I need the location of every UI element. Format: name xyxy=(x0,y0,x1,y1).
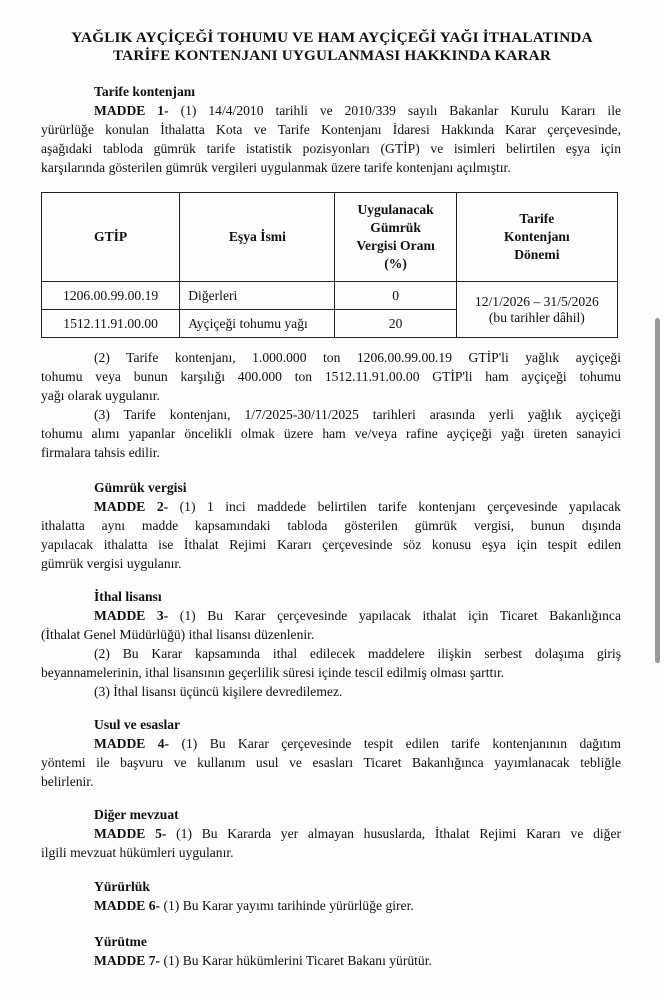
period-cell xyxy=(456,282,617,338)
section-2-line-2: ithalatta aynı madde kapsamındaki tabloda gösterilen gümrük vergisi, bunun dışında xyxy=(41,518,621,533)
header-gtip: GTİP xyxy=(42,193,180,282)
row-1-gtip: 1206.00.99.00.19 xyxy=(42,282,180,310)
section-3-heading: İthal lisansı xyxy=(94,589,162,604)
section-1-paragraph-2-line-1: (2) Tarife kontenjanı, 1.000.000 ton 1206.00.99.00.19 GTİP'li yağlık ayçiçeği xyxy=(94,350,621,365)
section-6-line-1: MADDE 6- (1) Bu Karar yayımı tarihinde yürürlüğe girer. xyxy=(94,898,414,913)
tariff-table xyxy=(41,192,618,338)
section-4-line-2: yöntemi ile başvuru ve kullanım usul ve esasları Ticaret Bakanlığınca yayımlanacak tebliğle xyxy=(41,755,621,770)
section-3-paragraph-2-line-2: beyannamelerinin, ithal lisansının geçerlilik süresi içinde tescil edilmiş olması şarttır. xyxy=(41,665,505,680)
section-4-heading: Usul ve esaslar xyxy=(94,717,181,732)
row-1-rate: 0 xyxy=(335,282,456,310)
section-1-paragraph-3-line-2: tohumu alımı yapanlar öncelikli olmak üzere ham ve/veya rafine ayçiçeği yağı üreten sanayici xyxy=(41,426,621,441)
madde-6-label: MADDE 6- xyxy=(94,898,161,913)
madde-4-label: MADDE 4- xyxy=(94,736,170,751)
section-1-paragraph-2-line-2: tohumu veya bunun karşılığı 400.000 ton 1512.11.91.00.00 GTİP'li ham ayçiçeği tohumu xyxy=(41,369,621,384)
row-2-rate: 20 xyxy=(335,310,456,338)
period-note: (bu tarihler dâhil) xyxy=(488,309,585,325)
section-1-paragraph-1-line-4: karşılarında gösterilen gümrük vergileri uygulanmak üzere tarife kontenjanı açılmıştır. xyxy=(41,160,511,175)
header-period: Tarife Kontenjanı Dönemi xyxy=(456,193,617,282)
section-1-paragraph-1-line-2: yürürlüğe konulan İthalatta Kota ve Tarife Kontenjanı İdaresi Hakkında Karar çerçevesinde, xyxy=(41,122,621,137)
madde-5-label: MADDE 5- xyxy=(94,826,167,841)
section-5-line-2: ilgili mevzuat hükümleri uygulanır. xyxy=(41,845,234,860)
madde-7-label: MADDE 7- xyxy=(94,953,161,968)
period-dates: 12/1/2026 – 31/5/2026 xyxy=(474,293,599,309)
section-4-line-3: belirlenir. xyxy=(41,774,94,789)
row-2-esya: Ayçiçeği tohumu yağı xyxy=(180,310,335,338)
madde-1-label: MADDE 1- xyxy=(94,103,169,118)
header-esya: Eşya İsmi xyxy=(180,193,335,282)
header-rate: Uygulanacak Gümrük Vergisi Oranı (%) xyxy=(335,193,456,282)
section-5-line-1: MADDE 5- (1) Bu Kararda yer almayan hususlarda, İthalat Rejimi Kararı ve diğer xyxy=(94,826,622,841)
row-1-esya: Diğerleri xyxy=(180,282,335,310)
section-4-line-1: MADDE 4- (1) Bu Karar çerçevesinde tespit edilen tarife kontenjanının dağıtım xyxy=(94,736,621,751)
title-line-1: YAĞLIK AYÇİÇEĞİ TOHUMU VE HAM AYÇİÇEĞİ YAĞI İTHALATINDA xyxy=(71,29,593,46)
section-5-heading: Diğer mevzuat xyxy=(94,807,179,822)
vertical-scrollbar[interactable] xyxy=(655,318,660,663)
section-6-heading: Yürürlük xyxy=(94,879,150,894)
section-2-line-4: gümrük vergisi uygulanır. xyxy=(41,556,182,571)
section-2-line-3: yapılacak ithalatta ise İthalat Rejimi Kararı çerçevesinde söz konusu eşya için tespit edilen xyxy=(41,537,621,552)
table-header-row xyxy=(42,193,618,282)
section-3-paragraph-3: (3) İthal lisansı üçüncü kişilere devredilemez. xyxy=(94,684,343,699)
section-1-paragraph-3-line-1: (3) Tarife kontenjanı, 1/7/2025-30/11/2025 tarihleri arasında yerli yağlık ayçiçeği xyxy=(94,407,621,422)
title-line-2: TARİFE KONTENJANI UYGULANMASI HAKKINDA KARAR xyxy=(112,47,552,64)
section-2-line-1: MADDE 2- (1) 1 inci maddede belirtilen tarife kontenjanı çerçevesinde yapılacak xyxy=(94,499,621,514)
section-1-paragraph-1-line-1: MADDE 1- (1) 14/4/2010 tarihli ve 2010/339 sayılı Bakanlar Kurulu Kararı ile xyxy=(94,103,622,118)
document-title xyxy=(40,29,624,65)
madde-2-label: MADDE 2- xyxy=(94,499,169,514)
madde-3-label: MADDE 3- xyxy=(94,608,169,623)
row-2-gtip: 1512.11.91.00.00 xyxy=(42,310,180,338)
section-1-heading: Tarife kontenjanı xyxy=(94,84,196,99)
section-3-paragraph-1-line-2: (İthalat Genel Müdürlüğü) ithal lisansı düzenlenir. xyxy=(41,627,315,642)
table-row xyxy=(42,282,618,310)
section-1-paragraph-1-line-3: aşağıdaki tabloda gümrük tarife istatistik pozisyonları (GTİP) ve isimleri belirtilen eşya için xyxy=(41,141,621,156)
section-3-paragraph-1-line-1: MADDE 3- (1) Bu Karar çerçevesinde yapılacak ithalat için Ticaret Bakanlığınca xyxy=(94,608,621,623)
section-1-paragraph-3-line-3: firmalara tahsis edilir. xyxy=(41,445,160,460)
section-7-heading: Yürütme xyxy=(94,934,147,949)
section-1-paragraph-2-line-3: yağı olarak uygulanır. xyxy=(41,388,160,403)
section-3-paragraph-2-line-1: (2) Bu Karar kapsamında ithal edilecek maddelere ilişkin serbest dolaşıma giriş xyxy=(94,646,621,661)
section-2-heading: Gümrük vergisi xyxy=(94,480,187,495)
section-7-line-1: MADDE 7- (1) Bu Karar hükümlerini Ticaret Bakanı yürütür. xyxy=(94,953,432,968)
